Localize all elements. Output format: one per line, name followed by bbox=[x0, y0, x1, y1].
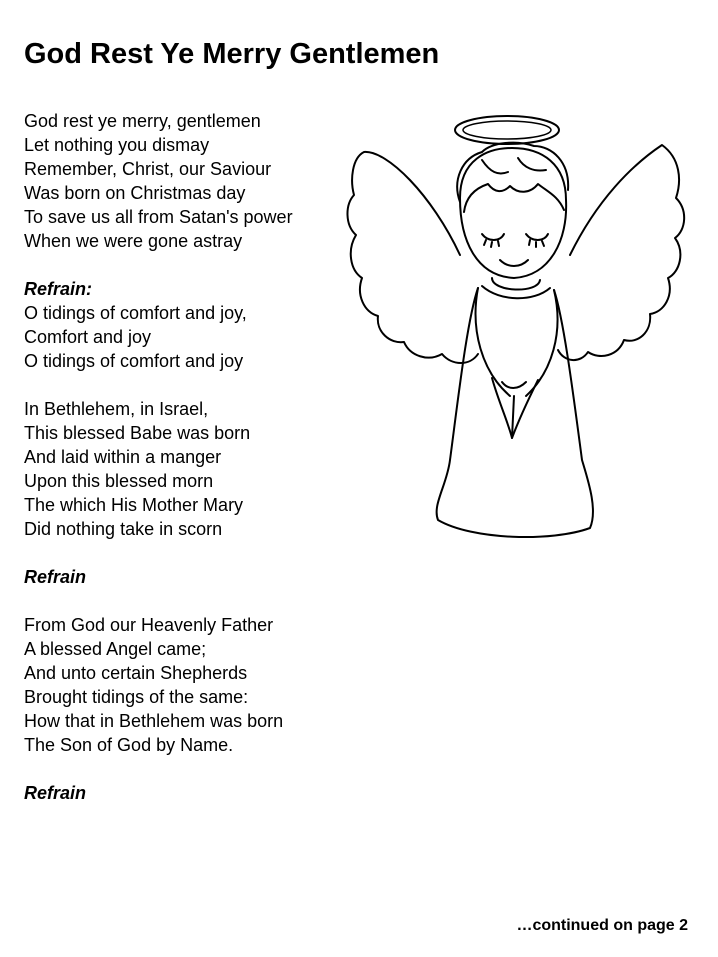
lyrics bbox=[24, 109, 344, 805]
lyric-line: When we were gone astray bbox=[24, 231, 243, 251]
lyric-line: A blessed Angel came; bbox=[24, 639, 207, 659]
lyric-line: In Bethlehem, in Israel, bbox=[24, 399, 209, 419]
lyric-line: O tidings of comfort and joy bbox=[24, 351, 244, 371]
lyric-line: How that in Bethlehem was born bbox=[24, 711, 284, 731]
lyric-line: Did nothing take in scorn bbox=[24, 519, 223, 539]
lyric-line: Was born on Christmas day bbox=[24, 183, 246, 203]
lyric-line: O tidings of comfort and joy, bbox=[24, 303, 247, 323]
lyric-line: This blessed Babe was born bbox=[24, 423, 251, 443]
continued-note: …continued on page 2 bbox=[516, 917, 688, 934]
verse-2 bbox=[24, 397, 344, 541]
lyric-line: Upon this blessed morn bbox=[24, 471, 214, 491]
lyric-line: From God our Heavenly Father bbox=[24, 615, 274, 635]
refrain-heading: Refrain bbox=[24, 783, 87, 803]
lyric-line: And laid within a manger bbox=[24, 447, 222, 467]
lyric-line: Brought tidings of the same: bbox=[24, 687, 249, 707]
lyric-line: And unto certain Shepherds bbox=[24, 663, 248, 683]
verse-1 bbox=[24, 109, 344, 253]
refrain bbox=[24, 277, 344, 373]
angel-icon bbox=[342, 100, 702, 580]
lyric-line: The which His Mother Mary bbox=[24, 495, 244, 515]
refrain-marker bbox=[24, 781, 344, 805]
lyric-line: Remember, Christ, our Saviour bbox=[24, 159, 272, 179]
lyric-line: To save us all from Satan's power bbox=[24, 207, 293, 227]
refrain-heading: Refrain: bbox=[24, 279, 93, 299]
lyric-line: The Son of God by Name. bbox=[24, 735, 234, 755]
refrain-marker bbox=[24, 565, 344, 589]
verse-3 bbox=[24, 613, 344, 757]
page-title: God Rest Ye Merry Gentlemen bbox=[24, 38, 440, 70]
refrain-heading: Refrain bbox=[24, 567, 87, 587]
lyric-line: Comfort and joy bbox=[24, 327, 152, 347]
lyric-line: Let nothing you dismay bbox=[24, 135, 210, 155]
lyric-line: God rest ye merry, gentlemen bbox=[24, 111, 261, 131]
